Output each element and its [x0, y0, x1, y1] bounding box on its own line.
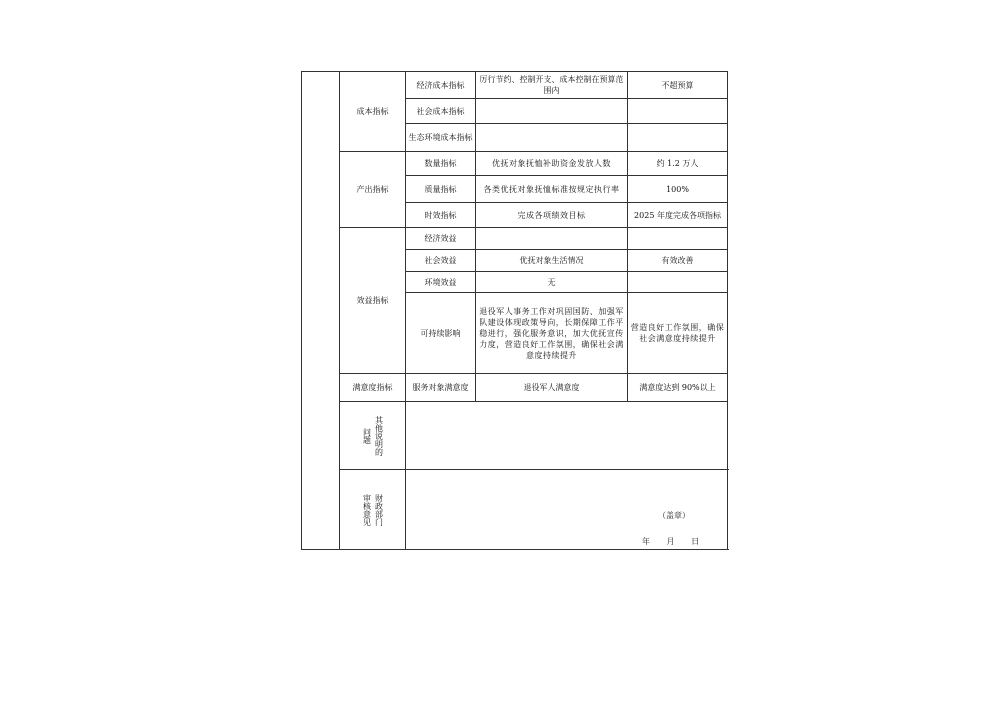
indicator-name: 质量指标: [406, 176, 476, 203]
table-row: [302, 470, 728, 550]
group-label-output: 产出指标: [340, 152, 406, 228]
finance-review-label-b: 审核意见: [362, 493, 372, 526]
indicator-content: 优抚对象抚恤补助资金发放人数: [476, 152, 628, 176]
indicator-content: [476, 228, 628, 250]
indicator-name: 经济成本指标: [406, 72, 476, 99]
indicator-target: [628, 99, 728, 124]
group-label-cost: 成本指标: [340, 72, 406, 152]
table-row: [302, 72, 728, 99]
indicator-target: [628, 228, 728, 250]
indicator-name: 生态环境成本指标: [406, 124, 476, 152]
outer-blank-cell: [302, 72, 340, 550]
indicator-target: 有效改善: [628, 250, 728, 272]
indicator-target: 100%: [628, 176, 728, 203]
indicator-name: 社会效益: [406, 250, 476, 272]
date-day: 日: [691, 537, 700, 546]
date-year: 年: [642, 537, 650, 546]
indicator-content: 完成各项绩效目标: [476, 203, 628, 228]
indicator-name: 经济效益: [406, 228, 476, 250]
indicator-content: [476, 124, 628, 152]
indicator-target: 满意度达到 90%以上: [628, 374, 728, 402]
indicator-target: 不超预算: [628, 72, 728, 99]
indicator-content: [476, 99, 628, 124]
indicator-name: 可持续影响: [406, 293, 476, 374]
indicator-content: 各类优抚对象抚恤标准按规定执行率: [476, 176, 628, 203]
indicator-target: [628, 124, 728, 152]
date-month: 月: [666, 537, 675, 546]
table-row: [302, 152, 728, 176]
indicator-name: 环境效益: [406, 272, 476, 293]
indicator-target: 2025 年度完成各项指标: [628, 203, 728, 228]
indicator-content: 无: [476, 272, 628, 293]
date-line: [642, 536, 713, 547]
other-notes-label-a: 其他说明的: [374, 415, 384, 456]
indicator-target: 约 1.2 万人: [628, 152, 728, 176]
indicator-content: 厉行节约、控制开支、成本控制在预算范围内: [476, 72, 628, 99]
other-notes-label-b: 问题: [362, 427, 372, 444]
indicator-content: 优抚对象生活情况: [476, 250, 628, 272]
finance-review-content: [406, 470, 728, 550]
finance-review-label-a: 财政部门: [374, 493, 384, 526]
seal-text: （盖章）: [658, 511, 690, 520]
indicator-content: 退役军人满意度: [476, 374, 628, 402]
performance-indicator-table: [301, 71, 728, 550]
indicator-name: 数量指标: [406, 152, 476, 176]
indicator-target: 营造良好工作氛围，确保社会满意度持续提升: [628, 293, 728, 374]
other-notes-label: [340, 402, 406, 470]
indicator-name: 社会成本指标: [406, 99, 476, 124]
finance-review-label: [340, 470, 406, 550]
group-label-satisfaction: 满意度指标: [340, 374, 406, 402]
indicator-name: 时效指标: [406, 203, 476, 228]
indicator-name: 服务对象满意度: [406, 374, 476, 402]
table-row: [302, 228, 728, 250]
table-row: [302, 402, 728, 470]
table-row: [302, 374, 728, 402]
indicator-content: 退役军人事务工作对巩固国防、加强军队建设体现政策导向，长期保障工作平稳进行，强化服务意识，加大优抚宣传力度，营造良好工作氛围，确保社会满意度持续提升: [476, 293, 628, 374]
group-label-benefit: 效益指标: [340, 228, 406, 374]
other-notes-content: [406, 402, 728, 470]
indicator-target: [628, 272, 728, 293]
